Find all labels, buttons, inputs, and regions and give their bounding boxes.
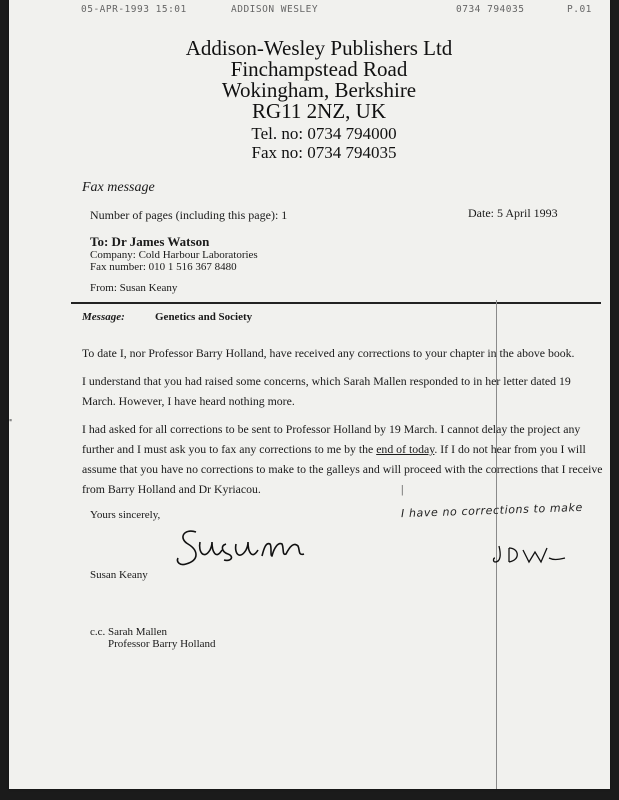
message-label: Message:: [82, 311, 125, 323]
paragraph-3-end: . If I do not hear from you I will assume that you have no corrections to make to the galleys and will proceed with the corrections that I receive from Barry Holland and Dr Kyriacou.: [82, 442, 603, 496]
paragraph-3: [82, 419, 608, 499]
divider-rule: [71, 302, 601, 304]
recipient-fax: Fax number: 010 1 516 367 8480: [90, 261, 237, 273]
paragraph-1: To date I, nor Professor Barry Holland, have received any corrections to your chapter in the above book.: [82, 346, 575, 360]
fax-number: Fax no: 0734 794035: [251, 143, 397, 162]
address-line-1: Finchampstead Road: [230, 57, 408, 81]
deadline-underlined: end of today: [376, 442, 435, 456]
telephone: Tel. no: 0734 794000: [251, 124, 397, 143]
address-line-2: Wokingham, Berkshire: [221, 78, 417, 102]
fax-page: [9, 0, 610, 789]
fax-header-number: 0734 794035: [456, 4, 525, 15]
initials-text: J D W: [491, 540, 494, 541]
fax-header-sender: ADDISON WESLEY: [231, 4, 319, 15]
closing: Yours sincerely,: [90, 509, 161, 521]
cc-second: Professor Barry Holland: [108, 638, 216, 650]
page-count: Number of pages (including this page): 1: [90, 208, 288, 222]
handwritten-mark: |: [401, 482, 404, 496]
recipient: To: Dr James Watson: [90, 234, 210, 249]
signature: [174, 520, 314, 575]
paragraph-3-start: I had asked for all corrections to be sent to Professor Holland by 19 March. I cannot delay the project any further and I must ask you to fax any corrections to me by the: [82, 422, 581, 456]
fax-header-datetime: 05-APR-1993 15:01: [81, 4, 187, 15]
message-subject: Genetics and Society: [155, 311, 253, 323]
handwritten-initials: [491, 540, 571, 570]
paragraph-2: I understand that you had raised some concerns, which Sarah Mallen responded to in her letter dated 19 March. However, I have heard nothing more.: [82, 374, 571, 408]
fax-header-page: P.01: [567, 4, 592, 15]
postcode: RG11 2NZ, UK: [252, 99, 386, 123]
fax-title: Fax message: [82, 180, 155, 195]
signatory-name: Susan Keany: [90, 569, 148, 581]
fax-date: Date: 5 April 1993: [468, 206, 558, 220]
cc-first: c.c. Sarah Mallen: [90, 626, 167, 638]
staple-mark: ▪: [9, 415, 13, 425]
sender: From: Susan Keany: [90, 282, 178, 294]
company-name: Addison-Wesley Publishers Ltd: [185, 36, 453, 60]
recipient-company: Company: Cold Harbour Laboratories: [90, 249, 258, 261]
handwritten-note: I have no corrections to make: [400, 500, 584, 521]
